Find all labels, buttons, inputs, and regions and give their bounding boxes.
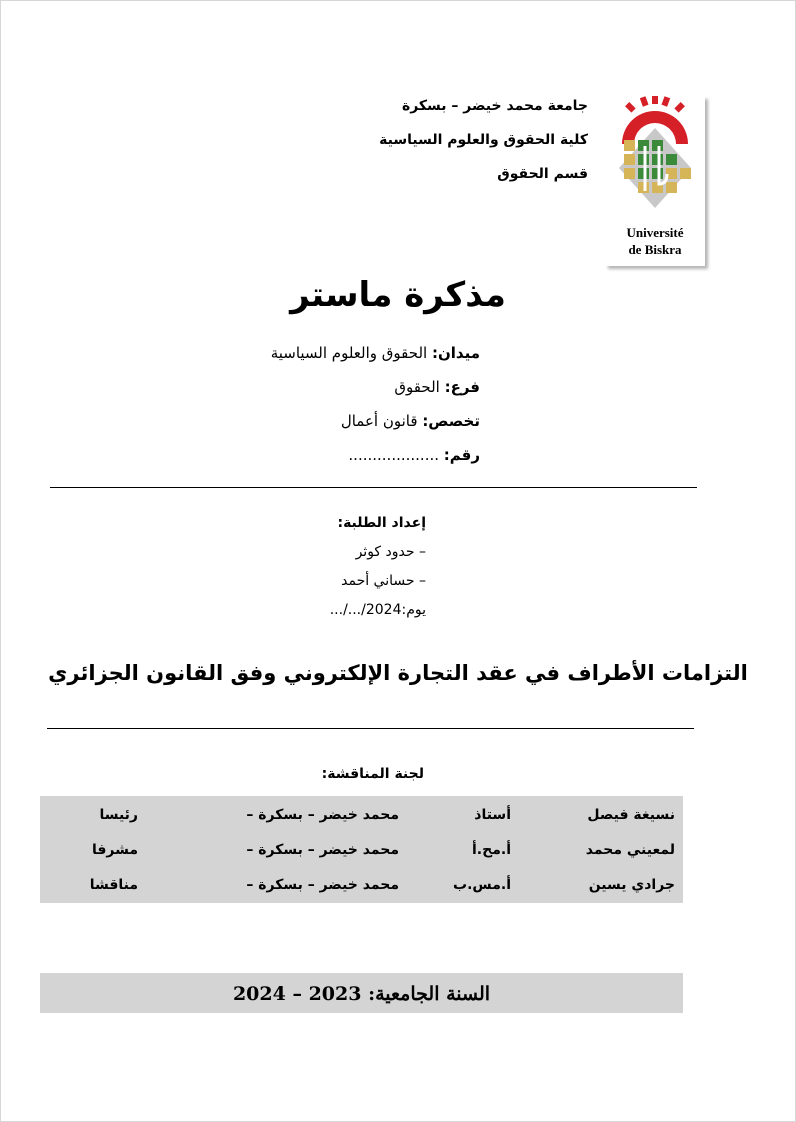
students-block — [146, 510, 426, 626]
academic-year: السنة الجامعية: 2023 – 2024 — [40, 973, 683, 1013]
branch-row: فرع: الحقوق — [394, 378, 480, 396]
biskra-logo-icon — [605, 96, 705, 221]
number-row: رقم: ................... — [348, 446, 480, 464]
university-name: جامعة محمد خيضر – بسكرة — [401, 98, 588, 114]
field-row: ميدان: الحقوق والعلوم السياسية — [270, 344, 480, 362]
committee-row: نسيغة فيصل أستاذ محمد خيضر – بسكرة – رئيسا — [99, 807, 675, 823]
department-name: قسم الحقوق — [497, 166, 588, 182]
committee-heading: لجنة المناقشة: — [321, 766, 424, 782]
students-heading: إعداد الطلبة: — [337, 515, 426, 531]
logo-caption: Université de Biskra — [626, 225, 684, 257]
date-row: يوم: .../.../2024 — [325, 602, 426, 618]
student-item: – حساني أحمد — [341, 573, 426, 589]
document-title: مذكرة ماستر — [290, 275, 506, 315]
program-info — [160, 340, 480, 476]
university-logo — [605, 96, 705, 266]
committee-row: جرادي يسين أ.مس.ب محمد خيضر – بسكرة – مناقشا — [89, 877, 675, 893]
specialty-row: تخصص: قانون أعمال — [340, 412, 480, 430]
committee-row: لمعيني محمد أ.مح.أ محمد خيضر – بسكرة – مشرفا — [91, 842, 675, 858]
faculty-name: كلية الحقوق والعلوم السياسية — [379, 132, 588, 148]
divider-bottom — [47, 728, 694, 729]
student-item: – حدود كوثر — [355, 544, 426, 560]
divider-top — [50, 487, 697, 488]
thesis-title: التزامات الأطراف في عقد التجارة الإلكتروني وفق القانون الجزائري — [48, 661, 748, 685]
committee-table — [40, 796, 683, 903]
institution-block — [268, 94, 588, 196]
